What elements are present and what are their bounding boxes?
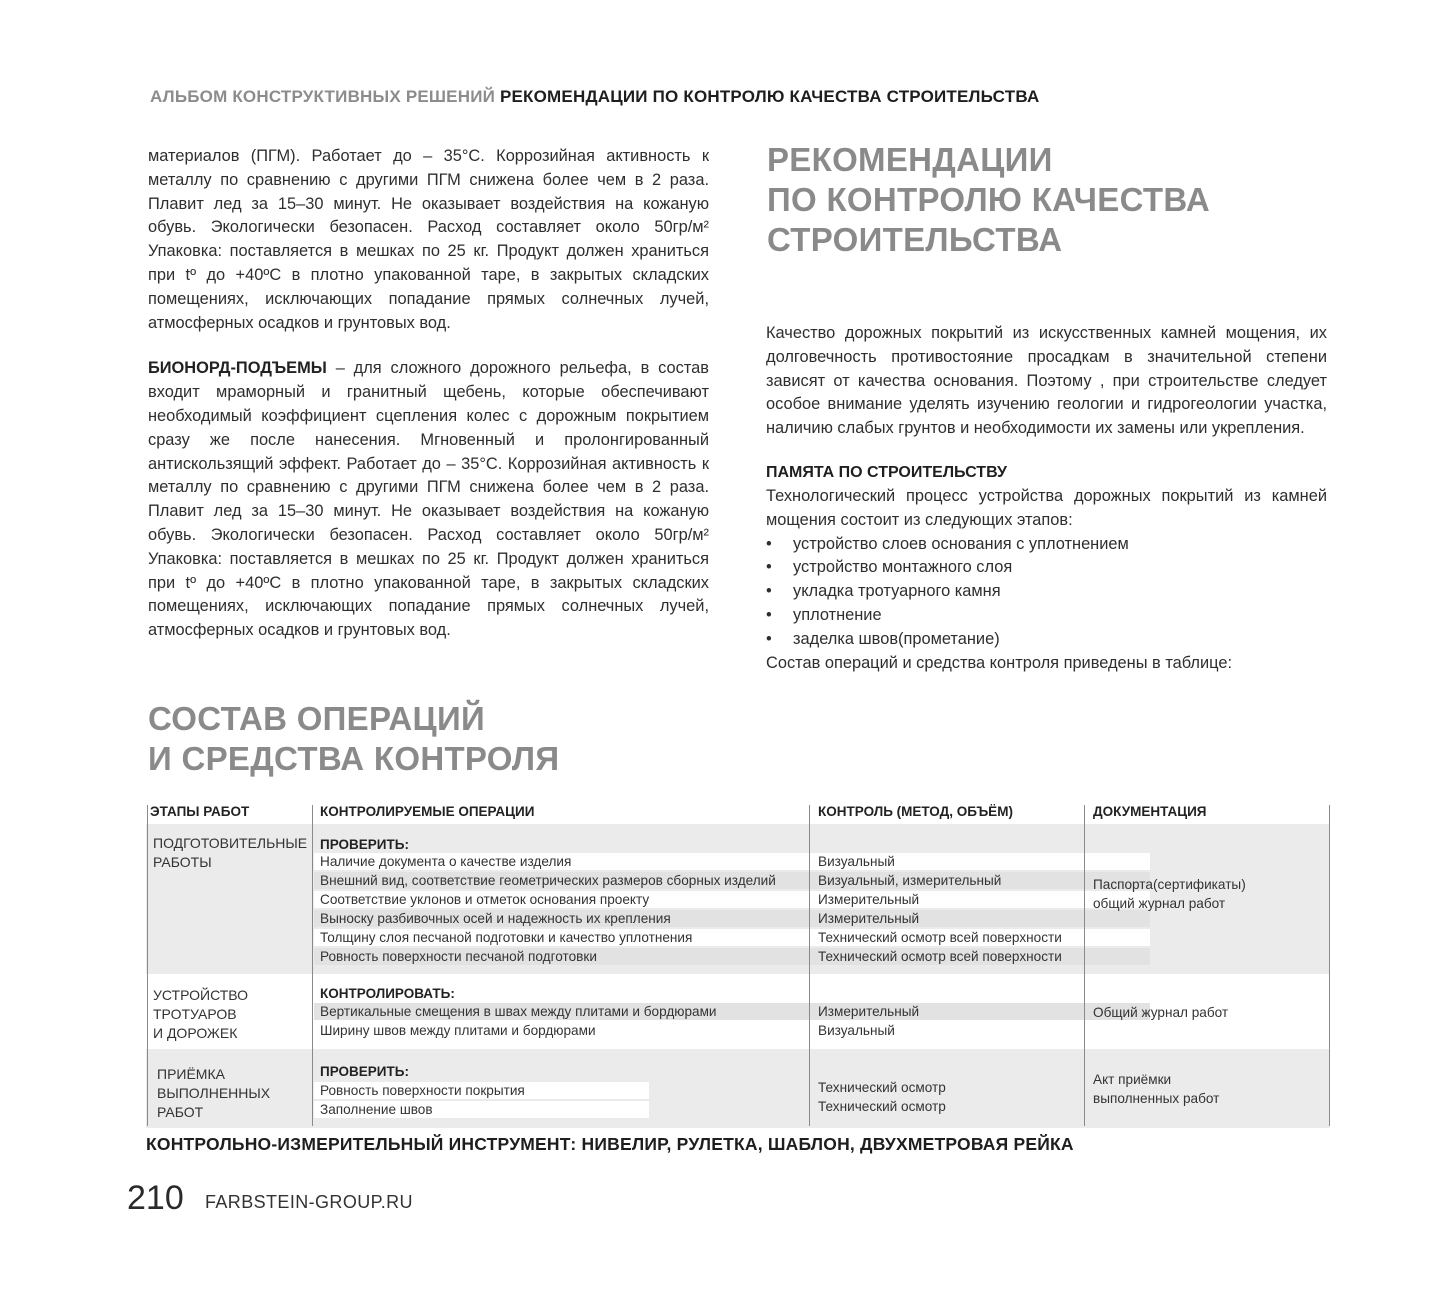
doc-line: Акт приёмки [1093,1072,1172,1087]
stage-line: УСТРОЙСТВО [153,987,249,1003]
section-title: РЕКОМЕНДАЦИИ ПО КОНТРОЛЮ КАЧЕСТВА СТРОИТЕЛЬСТВА [499,87,1040,106]
operation: Толщину слоя песчаной подготовки и качество уплотнения [320,930,693,945]
recommendations-title [767,140,1210,260]
memo-title: ПАМЯТА ПО СТРОИТЕЛЬСТВУ [766,463,1007,481]
stage-label [153,986,248,1043]
title-line: СОСТАВ ОПЕРАЦИЙ [148,700,485,737]
operations-table [146,800,1330,1128]
stage-line: И ДОРОЖЕК [153,1025,238,1041]
list-item: • устройство монтажного слоя [766,556,1327,580]
operation: Ширину швов между плитами и бордюрами [320,1023,596,1038]
right-column [766,322,1327,675]
list-item: • заделка швов(прометание) [766,628,1327,652]
list-item: • укладка тротуарного камня [766,580,1327,604]
control-method: Технический осмотр всей поверхности [818,930,1062,945]
control-method: Визуальный [818,1023,895,1038]
list-item: • устройство слоев основания с уплотнением [766,533,1327,557]
stage-label [153,834,307,872]
doc-line: общий журнал работ [1093,896,1226,911]
column-header: КОНТРОЛЬ (МЕТОД, ОБЪЁМ) [818,804,1013,819]
table-row [314,853,1150,870]
column-header: КОНТРОЛИРУЕМЫЕ ОПЕРАЦИИ [320,804,535,819]
table-row [314,948,1150,965]
table-row [314,1003,1150,1020]
title-line: РЕКОМЕНДАЦИИ [767,141,1053,178]
operation: Выноску разбивочных осей и надежность их крепления [320,911,671,926]
website-link[interactable]: FARBSTEIN-GROUP.RU [205,1192,413,1212]
documentation-cell [1093,1003,1228,1022]
control-method: Технический осмотр [818,1099,946,1114]
control-method: Измерительный [818,892,920,907]
documentation-cell [1093,1070,1219,1108]
stage-line: ВЫПОЛНЕННЫХ [157,1085,271,1101]
control-method: Визуальный [818,854,895,869]
table-row [314,891,1150,908]
doc-line: Общий журнал работ [1093,1005,1229,1020]
stage-line: РАБОТ [157,1104,204,1120]
stage-line: ПРИЁМКА [157,1066,225,1082]
column-divider [809,805,810,1126]
action-label: ПРОВЕРИТЬ: [320,1064,409,1079]
running-header [150,87,1039,107]
table-row [314,1101,649,1118]
product-description: – для сложного дорожного рельефа, в состав входит мраморный и гранитный щебень, которые обеспечивают необходимый коэффициент сцепления колес с дорожным покрытием сразу же после нанесения. Мгновенный и пролонгированный антискользящий эффект. Работает до – 35°С. Коррозийная активность к металлу по сравнению с другими ПГМ снижена более чем в 2 раза. Плавит лед за 15–30 минут. Не оказывает воздействия на кожаную обувь. Экологически безопасен. Расход составляет около 50гр/м² Упаковка: поставляется в мешках по 25 кг. Продукт должен храниться при tº до +40ºС в плотно упакованной таре, в закрытых складских помещениях, исключающих попадание прямых солнечных лучей, атмосферных осадков и грунтовых вод. [148,359,709,640]
intro-paragraph: Качество дорожных покрытий из искусственных камней мощения, их долговечность противостояние просадкам в значительной степени зависят от качества основания. Поэтому , при строительстве следует особое внимание уделять изучению геологии и гидрогеологии участка, наличию слабых грунтов и необходимости их замены или укрепления. [766,324,1327,438]
product-name: БИОНОРД-ПОДЪЕМЫ [148,359,327,378]
table-row [314,872,1150,889]
table-row [314,1022,1150,1039]
operation: Соответствие уклонов и отметок основания проекту [320,892,650,907]
operation: Наличие документа о качестве изделия [320,854,572,869]
action-label: ПРОВЕРИТЬ: [320,837,409,852]
operation: Ровность поверхности покрытия [320,1083,525,1098]
title-line: СТРОИТЕЛЬСТВА [767,221,1063,258]
operation: Внешний вид, соответствие геометрических размеров сборных изделий [320,873,776,888]
title-line: И СРЕДСТВА КОНТРОЛЯ [148,740,560,777]
table-row [314,910,1150,927]
outro-text: Состав операций и средства контроля приведены в таблице: [766,653,1233,672]
stage-line: ПОДГОТОВИТЕЛЬНЫЕ [153,835,308,851]
column-header: ЭТАПЫ РАБОТ [150,804,250,819]
control-method: Визуальный, измерительный [818,873,1002,888]
column-divider [147,805,148,1126]
left-paragraph-1: материалов (ПГМ). Работает до – 35°С. Коррозийная активность к металлу по сравнению с другими ПГМ снижена более чем в 2 раза. Плавит лед за 15–30 минут. Не оказывает воздействия на кожаную обувь. Экологически безопасен. Расход составляет около 50гр/м² Упаковка: поставляется в мешках по 25 кг. Продукт должен храниться при tº до +40ºС в плотно упакованной таре, в закрытых складских помещениях, исключающих попадание прямых солнечных лучей, атмосферных осадков и грунтовых вод. [148,147,709,332]
operations-title [148,699,559,779]
tools-note: КОНТРОЛЬНО-ИЗМЕРИТЕЛЬНЫЙ ИНСТРУМЕНТ: НИВЕЛИР, РУЛЕТКА, ШАБЛОН, ДВУХМЕТРОВАЯ РЕЙКА [146,1134,1074,1154]
title-line: ПО КОНТРОЛЮ КАЧЕСТВА [767,181,1210,218]
column-divider [312,805,313,1126]
operation: Ровность поверхности песчаной подготовки [320,949,597,964]
album-title: АЛЬБОМ КОНСТРУКТИВНЫХ РЕШЕНИЙ [150,87,496,106]
list-item: • уплотнение [766,604,1327,628]
control-method: Технический осмотр [818,1080,946,1095]
stage-line: ТРОТУАРОВ [153,1006,237,1022]
doc-line: выполненных работ [1093,1091,1220,1106]
left-paragraph-2 [148,357,709,643]
column-header: ДОКУМЕНТАЦИЯ [1093,804,1207,819]
control-method: Измерительный [818,911,920,926]
stage-label [157,1065,270,1122]
column-divider [1329,805,1330,1126]
doc-line: Паспорта(сертификаты) [1093,877,1246,892]
steps-list [766,533,1327,652]
documentation-cell [1093,875,1246,913]
column-divider [1084,805,1085,1126]
control-method: Измерительный [818,1004,920,1019]
left-column [148,145,709,643]
stage-line: РАБОТЫ [153,854,212,870]
table-row [314,1082,649,1099]
action-label: КОНТРОЛИРОВАТЬ: [320,986,455,1001]
page-number: 210 [127,1179,184,1217]
memo-text: Технологический процесс устройства дорожных покрытий из камней мощения состоит из следующих этапов: [766,486,1327,529]
table-row [314,929,1150,946]
operation: Заполнение швов [320,1102,433,1117]
operation: Вертикальные смещения в швах между плитами и бордюрами [320,1004,717,1019]
control-method: Технический осмотр всей поверхности [818,949,1062,964]
